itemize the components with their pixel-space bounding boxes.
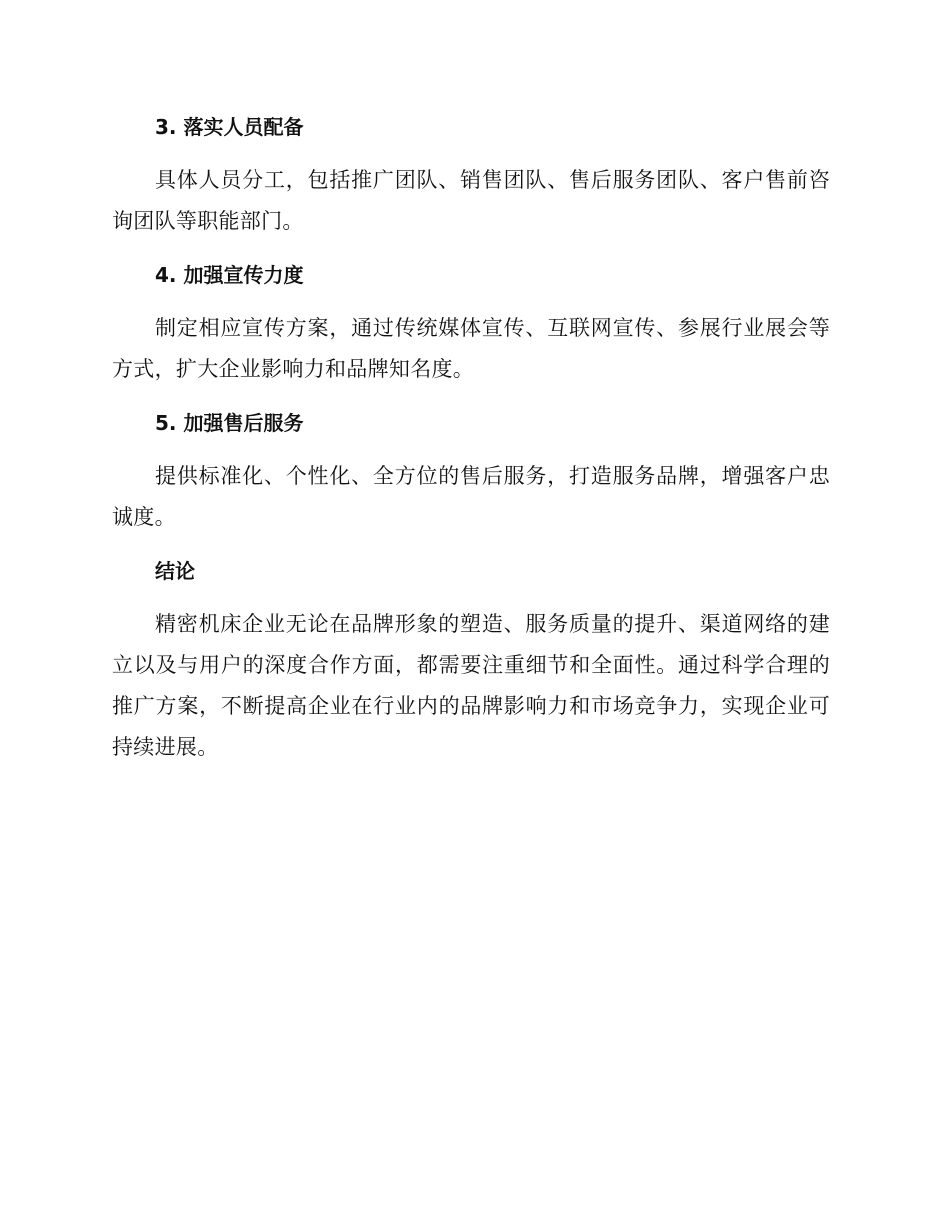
section-paragraph: 提供标准化、个性化、全方位的售后服务，打造服务品牌，增强客户忠诚度。 xyxy=(112,464,830,529)
section-paragraph: 制定相应宣传方案，通过传统媒体宣传、互联网宣传、参展行业展会等方式，扩大企业影响力和品牌知名度。 xyxy=(112,316,830,381)
section-paragraph: 具体人员分工，包括推广团队、销售团队、售后服务团队、客户售前咨询团队等职能部门。 xyxy=(112,168,830,233)
section-staffing xyxy=(112,108,830,242)
section-heading: 结论 xyxy=(155,559,195,583)
section-conclusion xyxy=(112,552,830,768)
section-publicity xyxy=(112,256,830,390)
section-heading: 3. 落实人员配备 xyxy=(155,115,304,139)
section-after-sales xyxy=(112,404,830,538)
section-paragraph: 精密机床企业无论在品牌形象的塑造、服务质量的提升、渠道网络的建立以及与用户的深度合作方面，都需要注重细节和全面性。通过科学合理的推广方案，不断提高企业在行业内的品牌影响力和市场竞争力，实现企业可持续进展。 xyxy=(112,612,830,759)
section-heading: 4. 加强宣传力度 xyxy=(155,263,304,287)
section-heading: 5. 加强售后服务 xyxy=(155,411,304,435)
